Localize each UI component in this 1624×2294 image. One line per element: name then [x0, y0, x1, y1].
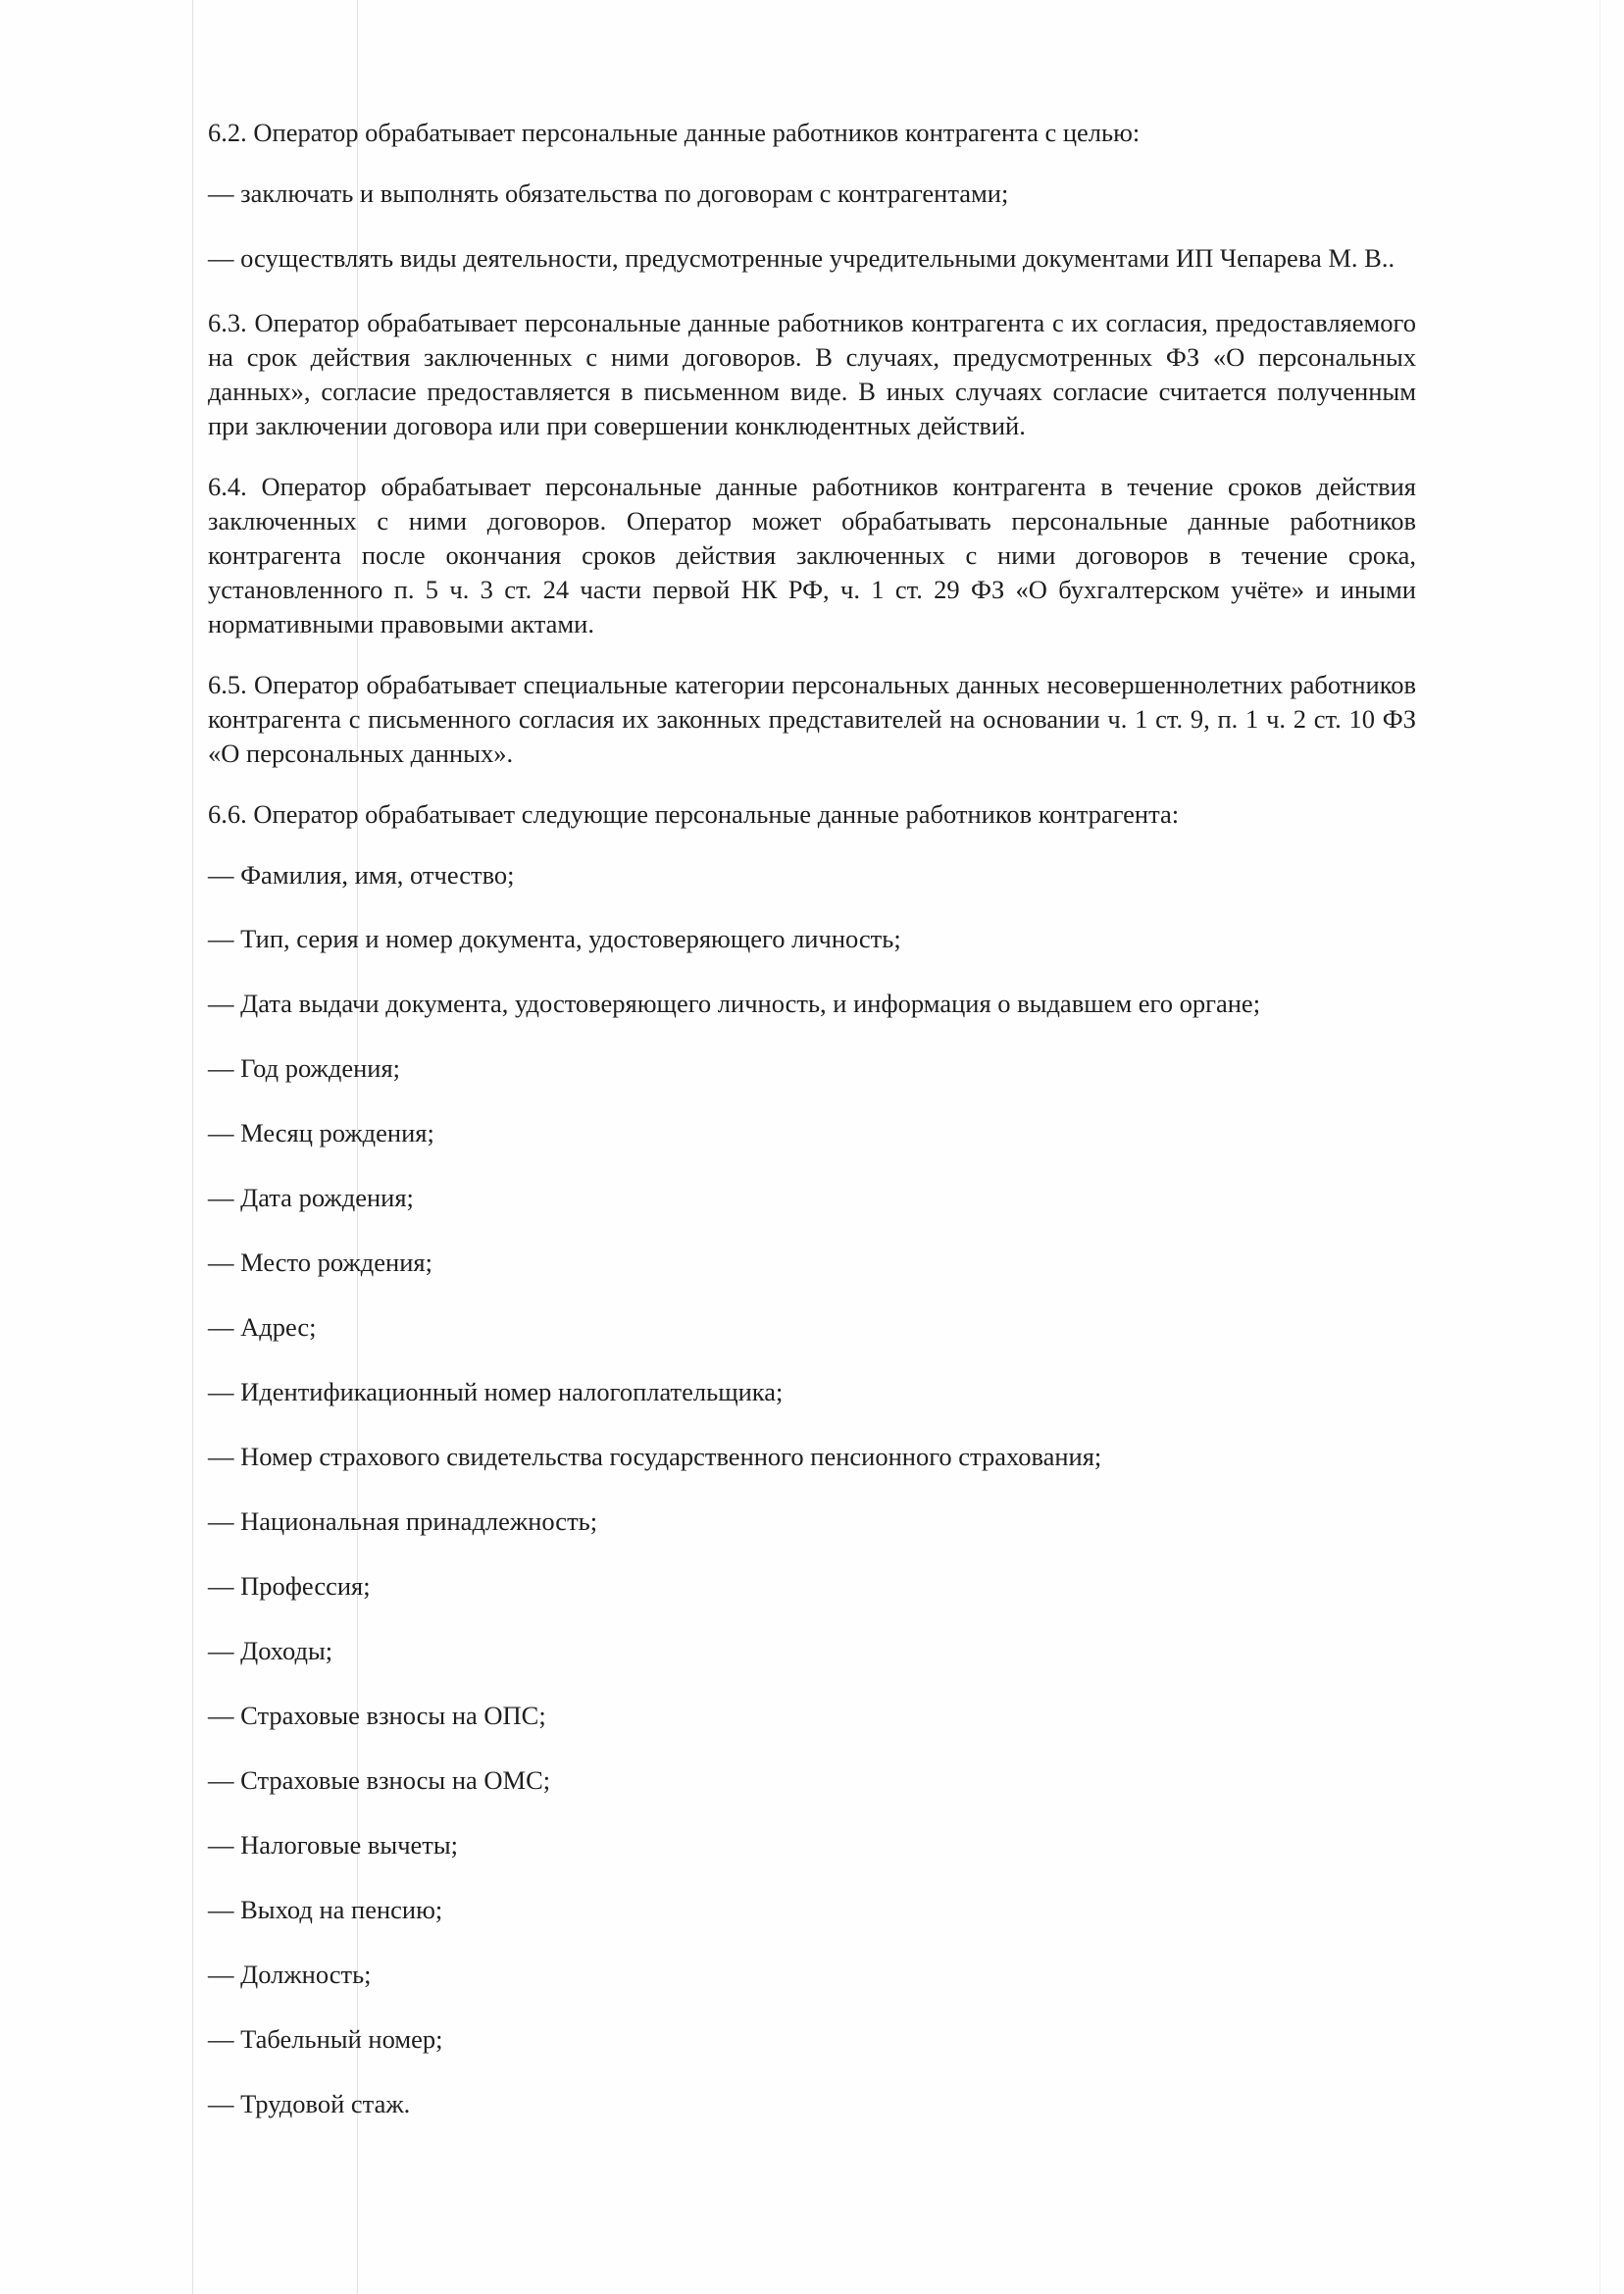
list-item-income: — Доходы; — [208, 1636, 333, 1666]
list-item-address: — Адрес; — [208, 1312, 317, 1343]
list-item-document-issue: — Дата выдачи документа, удостоверяющего личность, и информация о выдавшем его органе; — [208, 989, 1261, 1019]
list-item-profession: — Профессия; — [208, 1571, 371, 1602]
page-edge-right — [1599, 0, 1600, 2294]
bullet-6-2-activities: — осуществлять виды деятельности, предусмотренные учредительными документами ИП Чепарева М. В.. — [208, 242, 1396, 273]
bullet-6-2-obligations: — заключать и выполнять обязательства по договорам с контрагентами; — [208, 178, 1009, 208]
page-fold-line-left — [192, 0, 193, 2294]
list-item-birth-month: — Месяц рождения; — [208, 1118, 434, 1148]
list-item-personnel-number: — Табельный номер; — [208, 2023, 443, 2054]
paragraph-6-3: 6.3. Оператор обрабатывает персональные данные работников контрагента с их согласия, предоставляемого на срок действия заключенных с ними договоров. В случаях, предусмотренных ФЗ «О персональных данных», согласие предоставляется в письменном виде. В иных случаях согласие считается полученным при заключении договора или при совершении конклюдентных действий. — [208, 307, 1416, 440]
list-item-nationality: — Национальная принадлежность; — [208, 1506, 598, 1537]
list-item-full-name: — Фамилия, имя, отчество; — [208, 859, 515, 890]
list-item-retirement: — Выход на пенсию; — [208, 1895, 443, 1924]
list-item-pension-certificate: — Номер страхового свидетельства государственного пенсионного страхования; — [208, 1442, 1102, 1472]
list-item-position: — Должность; — [208, 1959, 372, 1989]
paragraph-6-2: 6.2. Оператор обрабатывает персональные данные работников контрагента с целью: — [208, 118, 1141, 147]
list-item-id-document: — Тип, серия и номер документа, удостоверяющего личность; — [208, 924, 901, 954]
list-item-tax-deductions: — Налоговые вычеты; — [208, 1830, 459, 1861]
paragraph-6-6: 6.6. Оператор обрабатывает следующие персональные данные работников контрагента: — [208, 798, 1180, 829]
paragraph-6-5: 6.5. Оператор обрабатывает специальные категории персональных данных несовершеннолетних работников контрагента с письменного согласия их законных представителей на основании ч. 1 ст. 9, п. 1 ч. 2 ст. 10 ФЗ «О персональных данных». — [208, 669, 1416, 768]
list-item-oms-contributions: — Страховые взносы на ОМС; — [208, 1765, 551, 1796]
list-item-ops-contributions: — Страховые взносы на ОПС; — [208, 1701, 546, 1731]
list-item-birth-year: — Год рождения; — [208, 1053, 401, 1084]
list-item-birth-date: — Дата рождения; — [208, 1183, 414, 1213]
paragraph-6-4: 6.4. Оператор обрабатывает персональные данные работников контрагента в течение сроков действия заключенных с ними договоров. Оператор может обрабатывать персональные данные работников контрагента после окончания сроков действия заключенных с ними договоров в течение срока, установленного п. 5 ч. 3 ст. 24 части первой НК РФ, ч. 1 ст. 29 ФЗ «О бухгалтерском учёте» и иными нормативными правовыми актами. — [208, 471, 1416, 638]
list-item-birth-place: — Место рождения; — [208, 1248, 432, 1278]
list-item-taxpayer-number: — Идентификационный номер налогоплательщика; — [208, 1377, 784, 1407]
document-body — [208, 116, 1416, 2121]
list-item-work-experience: — Трудовой стаж. — [208, 2088, 411, 2118]
